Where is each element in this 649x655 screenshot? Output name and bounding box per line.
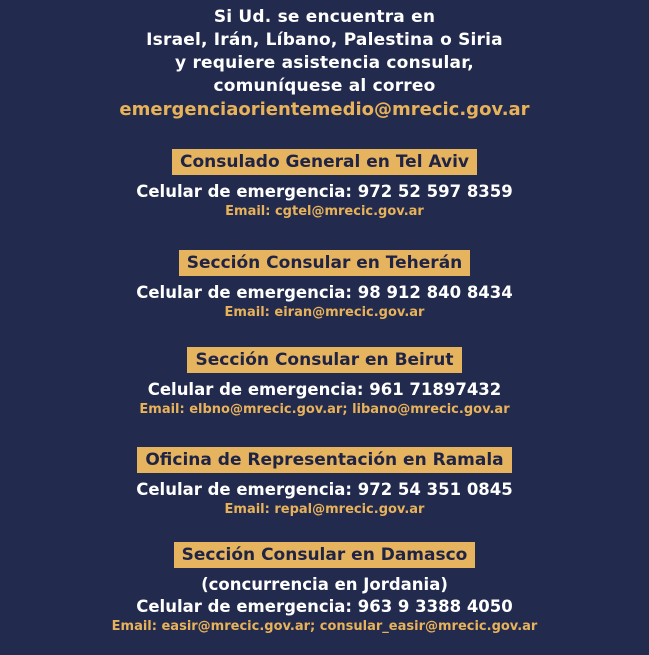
- intro-block: [0, 6, 649, 122]
- emergency-phone: Celular de emergencia: 972 54 351 0845: [136, 480, 513, 499]
- section-tel-aviv: [0, 149, 649, 220]
- emergency-phone: Celular de emergencia: 961 71897432: [147, 380, 502, 399]
- section-email[interactable]: Email: eiran@mrecic.gov.ar: [224, 305, 425, 320]
- section-email[interactable]: Email: elbno@mrecic.gov.ar; libano@mrecic.gov.ar: [139, 402, 510, 417]
- intro-line: comuníquese al correo: [213, 76, 436, 96]
- section-title: Sección Consular en Teherán: [179, 250, 471, 276]
- section-beirut: [0, 347, 649, 418]
- section-email[interactable]: Email: cgtel@mrecic.gov.ar: [225, 204, 424, 219]
- section-teheran: [0, 250, 649, 321]
- section-ramala: [0, 447, 649, 518]
- intro-email-link[interactable]: emergenciaorientemedio@mrecic.gov.ar: [119, 99, 530, 120]
- section-title: Oficina de Representación en Ramala: [137, 447, 511, 473]
- section-damasco: [0, 542, 649, 635]
- intro-line: Israel, Irán, Líbano, Palestina o Siria: [146, 30, 503, 50]
- section-title: Sección Consular en Damasco: [174, 542, 476, 568]
- section-title: Consulado General en Tel Aviv: [172, 149, 477, 175]
- intro-line: Si Ud. se encuentra en: [213, 7, 436, 27]
- emergency-phone: Celular de emergencia: 972 52 597 8359: [136, 182, 513, 201]
- section-email[interactable]: Email: easir@mrecic.gov.ar; consular_easir@mrecic.gov.ar: [111, 619, 538, 634]
- section-note: (concurrencia en Jordania): [201, 575, 448, 594]
- intro-line: y requiere asistencia consular,: [175, 53, 474, 73]
- section-title: Sección Consular en Beirut: [187, 347, 461, 373]
- section-email[interactable]: Email: repal@mrecic.gov.ar: [224, 502, 425, 517]
- emergency-phone: Celular de emergencia: 98 912 840 8434: [136, 283, 513, 302]
- emergency-phone: Celular de emergencia: 963 9 3388 4050: [136, 597, 513, 616]
